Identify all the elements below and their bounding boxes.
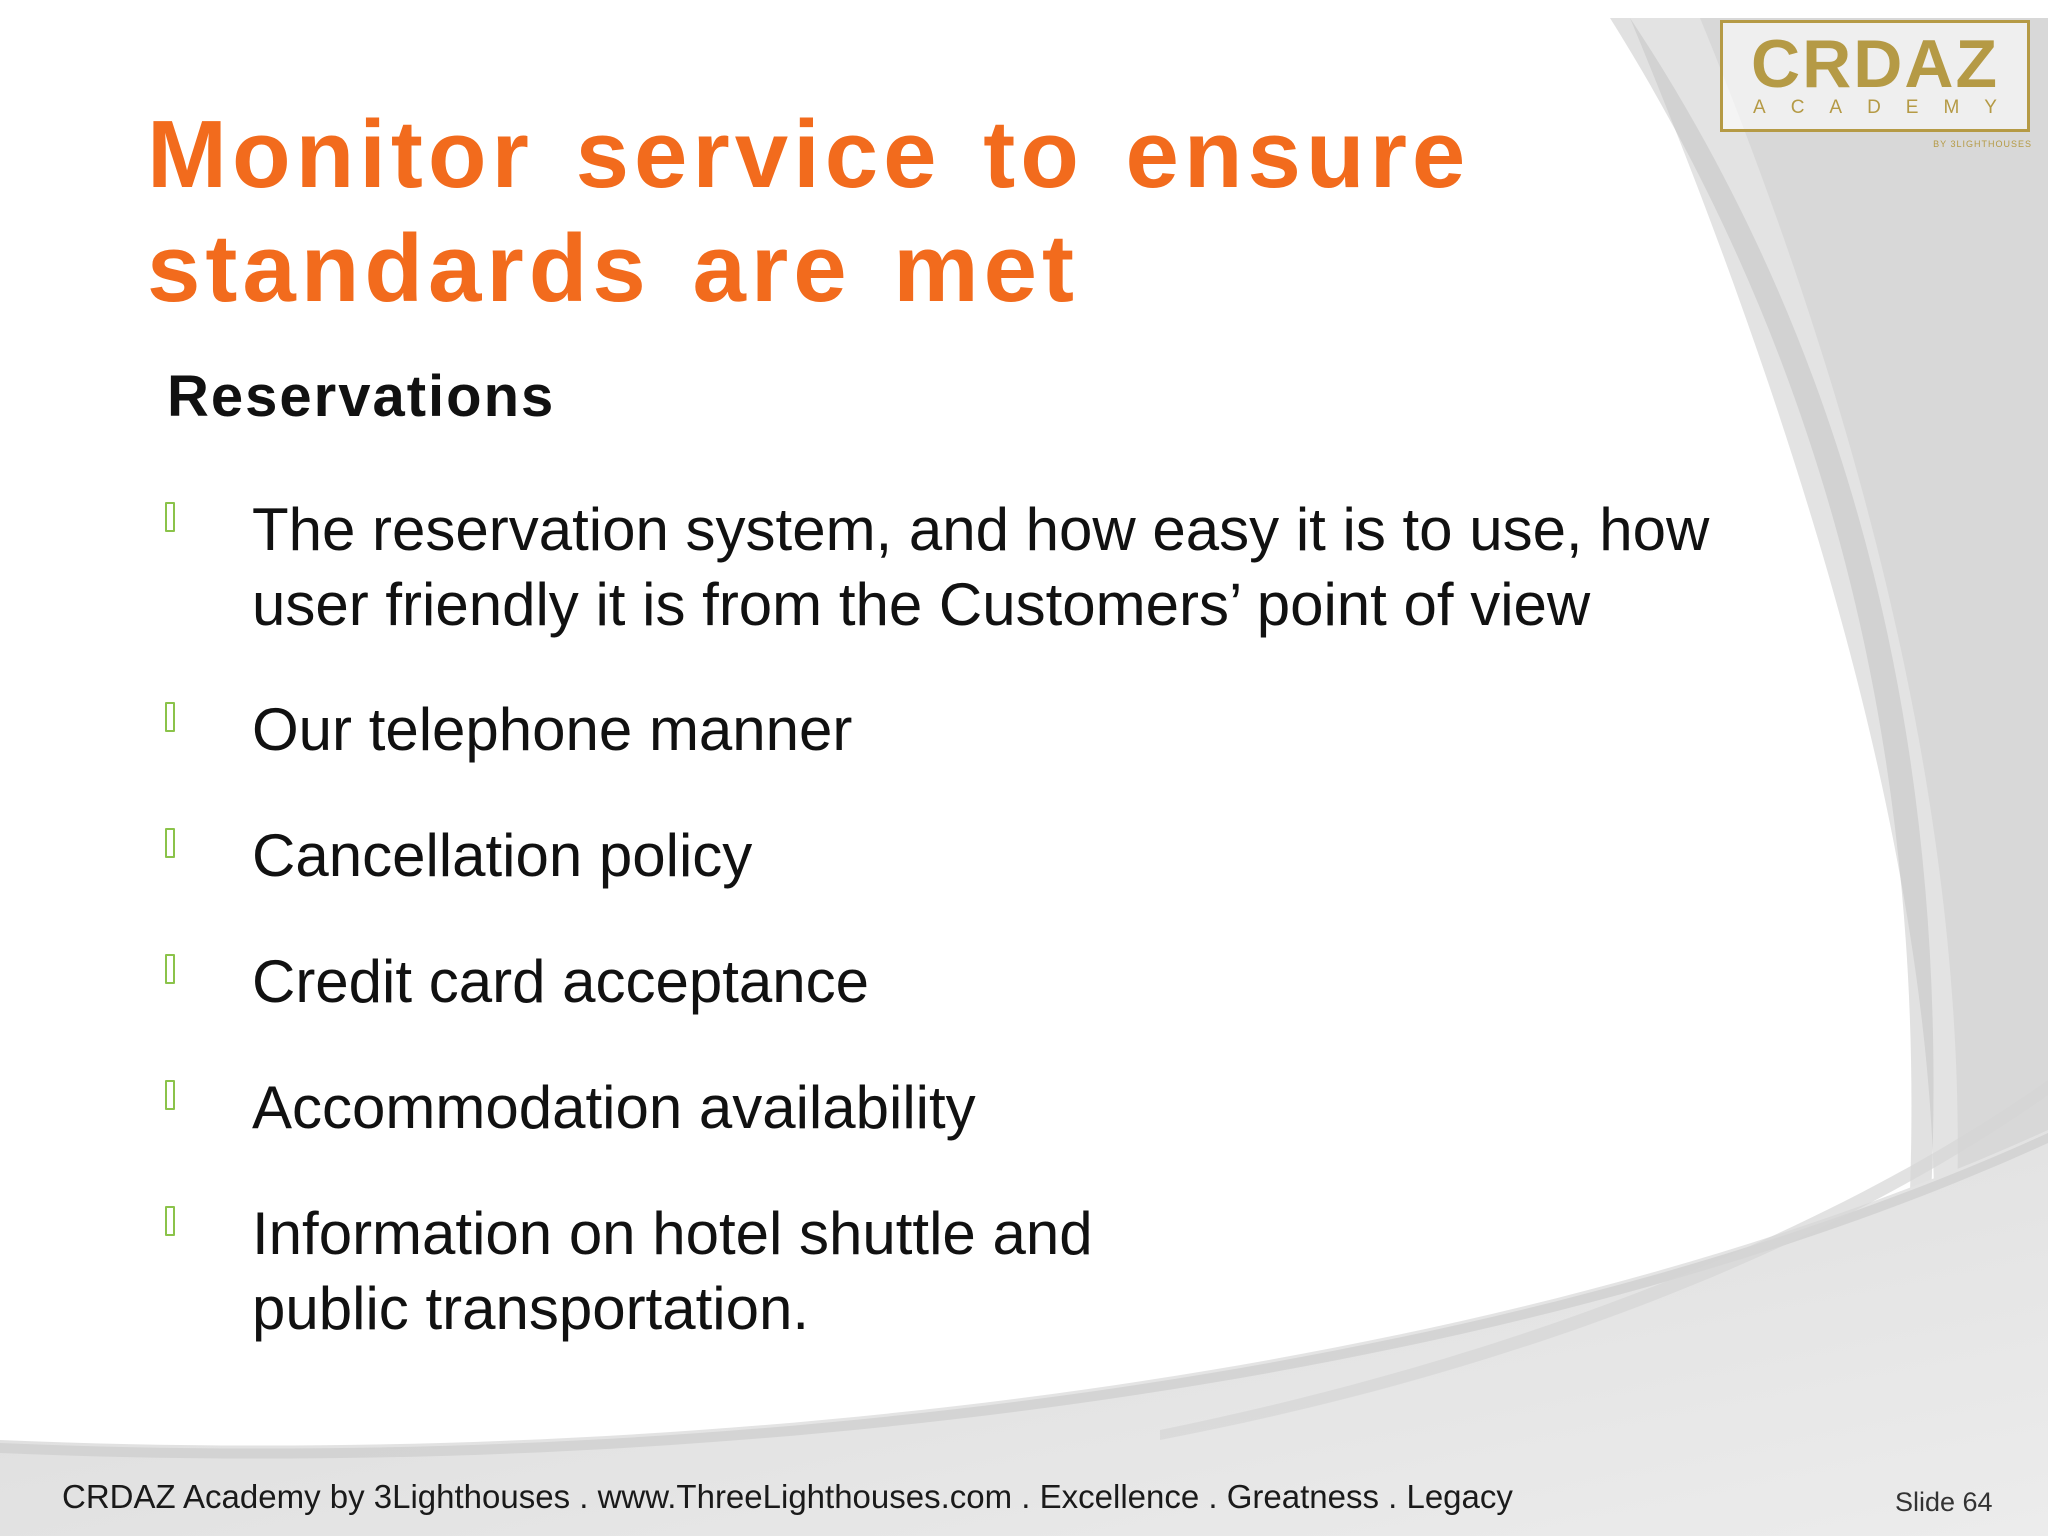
bullet-text-line: user friendly it is from the Customers’ point of view (252, 571, 1591, 638)
slide-title (147, 98, 1497, 326)
hollow-square-bullet-icon (165, 828, 175, 858)
logo-subtitle: ACADEMY (1753, 97, 2022, 118)
logo-tagline: BY 3LIGHTHOUSES (1933, 139, 2032, 149)
slide-title-line-1: Monitor service to ensure (147, 101, 1471, 208)
hollow-square-bullet-icon (165, 1206, 175, 1236)
bullet-text (252, 1196, 1812, 1346)
bullet-text-line: Accommodation availability (252, 1074, 976, 1141)
section-heading: Reservations (167, 364, 556, 429)
bullet-text-line: Our telephone manner (252, 696, 853, 763)
bullet-text (252, 1070, 1812, 1145)
hollow-square-bullet-icon (165, 702, 175, 732)
bullet-text-line: Credit card acceptance (252, 948, 869, 1015)
bullet-text (252, 818, 1812, 893)
bullet-text-line: The reservation system, and how easy it is to use, how (252, 496, 1710, 563)
bullet-text (252, 692, 1812, 767)
bullet-text (252, 944, 1812, 1019)
bullet-text-line: Cancellation policy (252, 822, 753, 889)
hollow-square-bullet-icon (165, 1080, 175, 1110)
bullet-text-line: public transportation. (252, 1275, 809, 1342)
slide-title-line-2: standards are met (147, 215, 1080, 322)
crdaz-academy-logo (1720, 20, 2030, 132)
hollow-square-bullet-icon (165, 954, 175, 984)
bullet-text-line: Information on hotel shuttle and (252, 1200, 1093, 1267)
hollow-square-bullet-icon (165, 502, 175, 532)
footer-text: CRDAZ Academy by 3Lighthouses . www.ThreeLighthouses.com . Excellence . Greatness . Legacy (62, 1478, 1513, 1515)
bullet-text (252, 492, 1812, 642)
slide-number: Slide 64 (1895, 1487, 1993, 1517)
logo-wordmark: CRDAZ (1751, 26, 1999, 102)
